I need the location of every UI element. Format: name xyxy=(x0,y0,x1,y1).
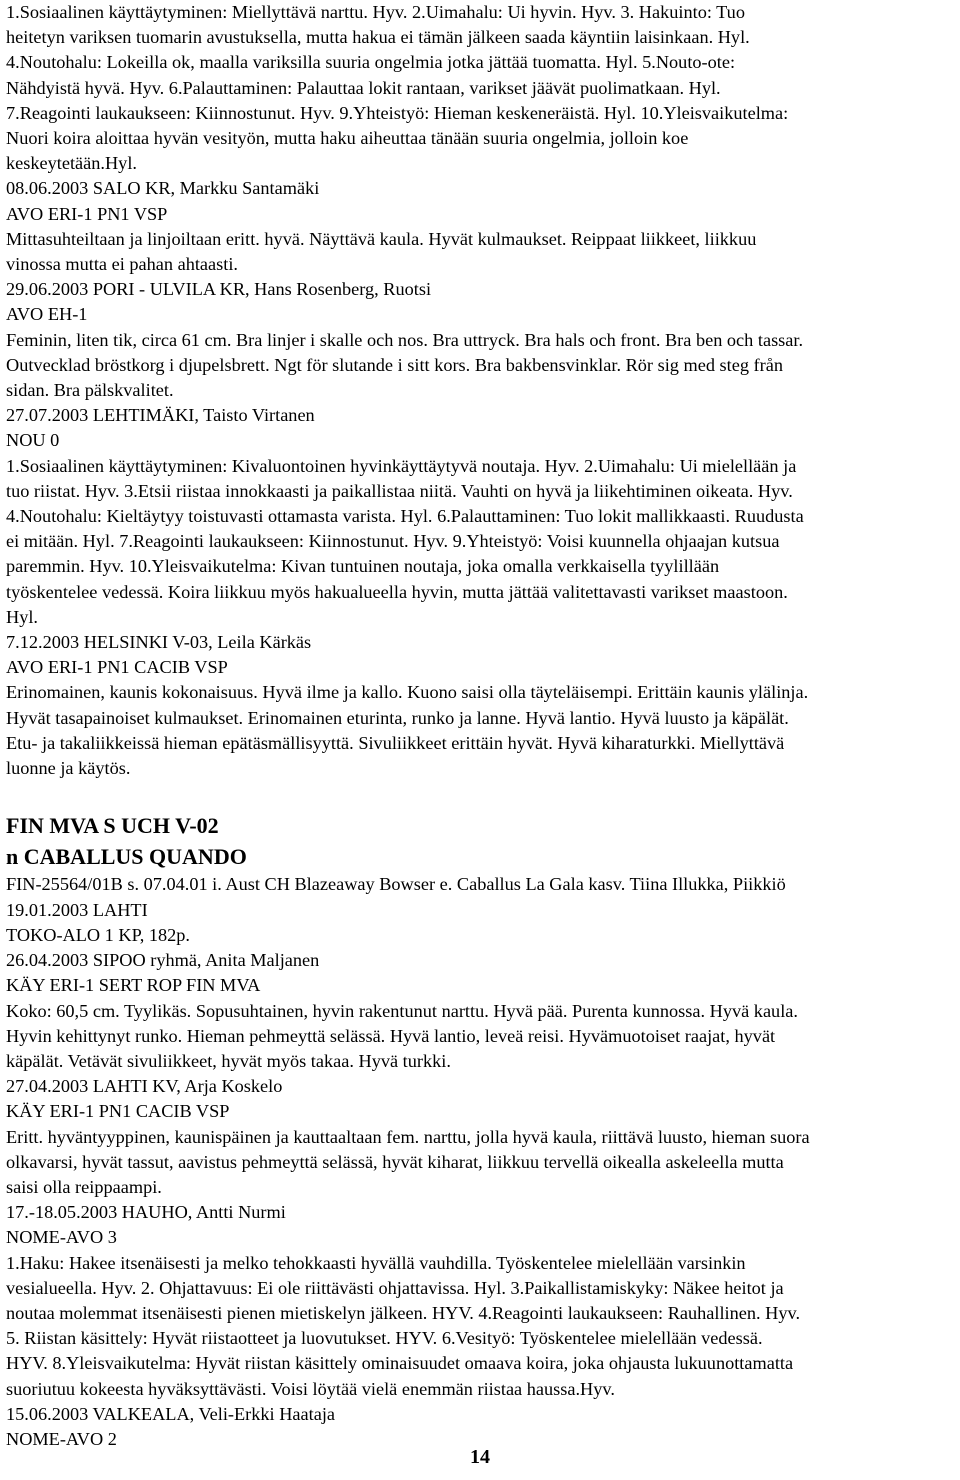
text-line: 19.01.2003 LAHTI xyxy=(6,899,148,920)
text-line: Feminin, liten tik, circa 61 cm. Bra linjer i skalle och nos. Bra uttryck. Bra hals och front. Bra ben och tassar. xyxy=(6,329,804,350)
text-line: Nuori koira aloittaa hyvän vesityön, mutta haku aiheuttaa tänään suuria ongelmia, jolloin koe xyxy=(6,128,689,149)
text-line: NOU 0 xyxy=(6,430,60,451)
text-line: TOKO-ALO 1 KP, 182p. xyxy=(6,924,190,945)
text-line: 08.06.2003 SALO KR, Markku Santamäki xyxy=(6,178,320,199)
text-line: Nähdyistä hyvä. Hyv. 6.Palauttaminen: Palauttaa lokit rantaan, varikset jäävät puolimatkaan. Hyl. xyxy=(6,77,721,98)
results-text-after xyxy=(6,872,954,1452)
text-line: 4.Noutohalu: Kieltäytyy toistuvasti ottamasta varista. Hyl. 6.Palauttaminen: Tuo lokit mallikkaasti. Ruudusta xyxy=(6,506,804,527)
text-line: Eritt. hyväntyyppinen, kaunispäinen ja kauttaaltaan fem. narttu, jolla hyvä kaula, riittävä luusto, hieman suora xyxy=(6,1126,810,1147)
text-line: työskentelee vedessä. Koira liikkuu myös hakualueella hyvin, mutta jättää valitettavasti varikset maastoon. xyxy=(6,581,788,602)
text-line: Hyvät tasapainoiset kulmaukset. Erinomainen eturinta, runko ja lanne. Hyvä lantio. Hyvä luusto ja käpälät. xyxy=(6,707,789,728)
text-line: 7.Reagointi laukaukseen: Kiinnostunut. Hyv. 9.Yhteistyö: Hieman keskeneräistä. Hyl. 10.Yleisvaikutelma: xyxy=(6,102,789,123)
text-line: olkavarsi, hyvät tassut, aavistus pehmeyttä selässä, hyvät kiharat, liikkuu tervellä oikealla askeleella mutta xyxy=(6,1151,784,1172)
text-line: paremmin. Hyv. 10.Yleisvaikutelma: Kivan tuntuinen noutaja, joka omalla verkkaisella tyylillään xyxy=(6,556,720,577)
text-line: ei mitään. Hyl. 7.Reagointi laukaukseen: Kiinnostunut. Hyv. 9.Yhteistyö: Voisi kuunnella ohjaajan kutsua xyxy=(6,531,780,552)
text-line: 27.07.2003 LEHTIMÄKI, Taisto Virtanen xyxy=(6,405,315,426)
text-line: 27.04.2003 LAHTI KV, Arja Koskelo xyxy=(6,1076,283,1097)
text-line: AVO ERI-1 PN1 CACIB VSP xyxy=(6,657,228,678)
text-line: heitetyn variksen tuomarin avustuksella, mutta hakua ei tämän jälkeen saada käyntiin laisinkaan. Hyl. xyxy=(6,27,750,48)
text-line: 5. Riistan käsittely: Hyvät riistaotteet ja luovutukset. HYV. 6.Vesityö: Työskentelee mielellään vedessä. xyxy=(6,1328,763,1349)
text-line: 7.12.2003 HELSINKI V-03, Leila Kärkäs xyxy=(6,632,312,653)
text-line: 15.06.2003 VALKEALA, Veli-Erkki Haataja xyxy=(6,1403,336,1424)
text-line: AVO ERI-1 PN1 VSP xyxy=(6,203,168,224)
text-line: 4.Noutohalu: Lokeilla ok, maalla variksilla suuria ongelmia jotka jättää tuomatta. Hyl. 5.Nouto-ote: xyxy=(6,52,736,73)
text-line: AVO EH-1 xyxy=(6,304,88,325)
title-heading: FIN MVA S UCH V-02 xyxy=(6,813,219,839)
document-body xyxy=(6,0,954,1452)
text-line: keskeytetään.Hyl. xyxy=(6,153,137,174)
text-line: 1.Sosiaalinen käyttäytyminen: Miellyttävä narttu. Hyv. 2.Uimahalu: Ui hyvin. Hyv. 3. Hakuinto: Tuo xyxy=(6,2,745,22)
text-line: 29.06.2003 PORI - ULVILA KR, Hans Rosenberg, Ruotsi xyxy=(6,279,432,300)
text-line: luonne ja käytös. xyxy=(6,758,131,779)
text-line: saisi olla reippaampi. xyxy=(6,1176,162,1197)
text-line: Outvecklad bröstkorg i djupelsbrett. Ngt för slutande i sitt kors. Bra bakbensvinklar. Rör sig med steg från xyxy=(6,354,783,375)
text-line: vesialueella. Hyv. 2. Ohjattavuus: Ei ole riittävästi ohjattavissa. Hyl. 3.Paikallistamiskyky: Näkee heitot ja xyxy=(6,1277,784,1298)
text-line: HYV. 8.Yleisvaikutelma: Hyvät riistan käsittely ominaisuudet omaava koira, joka ohjausta lukuunottamatta xyxy=(6,1353,794,1374)
text-line: käpälät. Vetävät sivuliikkeet, hyvät myös takaa. Hyvä turkki. xyxy=(6,1050,451,1071)
text-line: FIN-25564/01B s. 07.04.01 i. Aust CH Blazeaway Bowser e. Caballus La Gala kasv. Tiina Illukka, Piikkiö xyxy=(6,874,786,895)
text-line: NOME-AVO 2 xyxy=(6,1428,117,1449)
text-line: Etu- ja takaliikkeissä hieman epätäsmällisyyttä. Sivuliikkeet erittäin hyvät. Hyvä kiharaturkki. Miellyttävä xyxy=(6,732,785,753)
page-number: 14 xyxy=(470,1446,490,1468)
text-line: 1.Haku: Hakee itsenäisesti ja melko tehokkaasti hyvällä vauhdilla. Työskentelee mielellään varsinkin xyxy=(6,1252,746,1273)
results-text-before xyxy=(6,0,954,781)
text-line: 1.Sosiaalinen käyttäytyminen: Kivaluontoinen hyvinkäyttäytyvä noutaja. Hyv. 2.Uimahalu: Ui mielellään ja xyxy=(6,455,797,476)
section-spacer xyxy=(6,781,954,806)
text-line: 17.-18.05.2003 HAUHO, Antti Nurmi xyxy=(6,1202,286,1223)
text-line: KÄY ERI-1 SERT ROP FIN MVA xyxy=(6,975,261,996)
text-line: NOME-AVO 3 xyxy=(6,1227,117,1248)
dog-name-heading: n CABALLUS QUANDO xyxy=(6,844,247,870)
text-line: sidan. Bra pälskvalitet. xyxy=(6,380,174,401)
text-line: noutaa molemmat itsenäisesti pienen mietiskelyn jälkeen. HYV. 4.Reagointi laukaukseen: Rauhallinen. Hyv. xyxy=(6,1302,801,1323)
text-line: Erinomainen, kaunis kokonaisuus. Hyvä ilme ja kallo. Kuono saisi olla täyteläisempi. Erittäin kaunis ylälinja. xyxy=(6,682,809,703)
text-line: suoriutuu kokeesta hyväksyttävästi. Voisi löytää vielä enemmän riistaa haussa.Hyv. xyxy=(6,1378,615,1399)
text-line: vinossa mutta ei pahan ahtaasti. xyxy=(6,254,239,275)
text-line: tuo riistat. Hyv. 3.Etsii riistaa innokkaasti ja paikallistaa niitä. Vauhti on hyvä ja liikehtiminen oikeata. Hyv. xyxy=(6,480,793,501)
text-line: 26.04.2003 SIPOO ryhmä, Anita Maljanen xyxy=(6,950,320,971)
text-line: Hyl. xyxy=(6,606,38,627)
text-line: KÄY ERI-1 PN1 CACIB VSP xyxy=(6,1101,230,1122)
text-line: Mittasuhteiltaan ja linjoiltaan eritt. hyvä. Näyttävä kaula. Hyvät kulmaukset. Reippaat liikkeet, liikkuu xyxy=(6,228,757,249)
text-line: Hyvin kehittynyt runko. Hieman pehmeyttä selässä. Hyvä lantio, leveä reisi. Hyvämuotoiset raajat, hyvät xyxy=(6,1025,776,1046)
text-line: Koko: 60,5 cm. Tyylikäs. Sopusuhtainen, hyvin rakentunut narttu. Hyvä pää. Purenta kunnossa. Hyvä kaula. xyxy=(6,1000,798,1021)
